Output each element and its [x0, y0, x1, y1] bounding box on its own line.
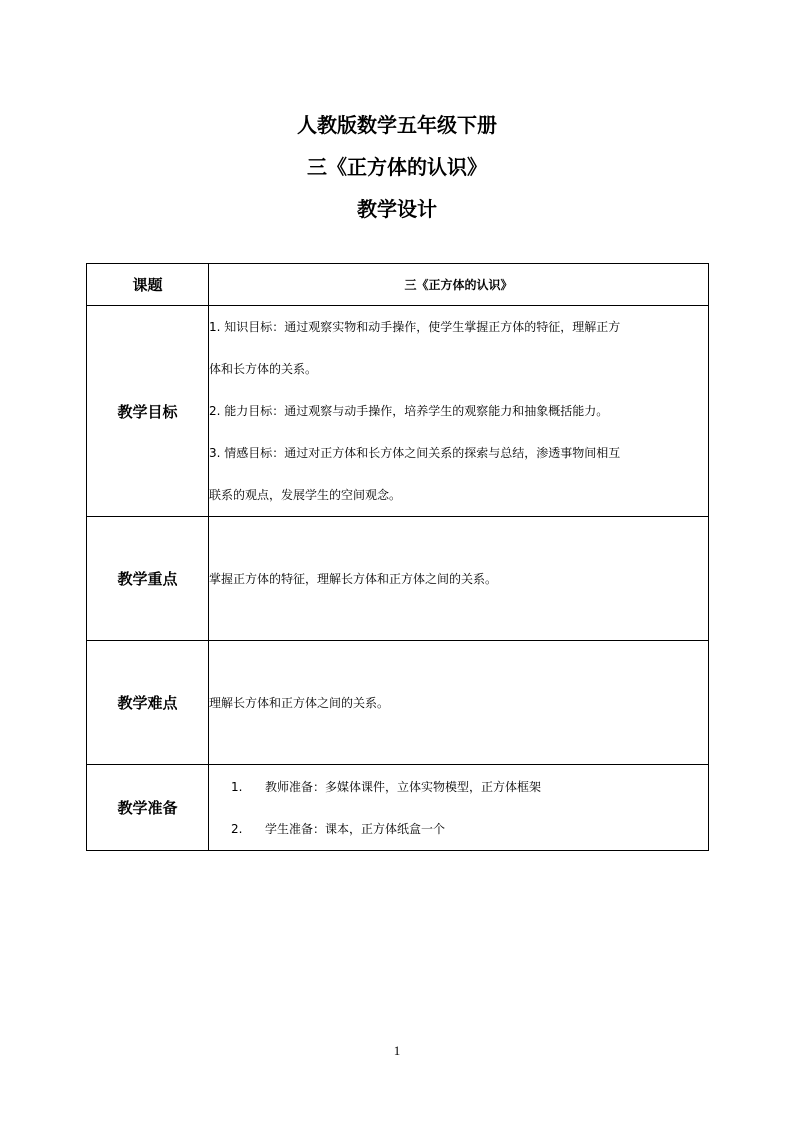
objective-line: 联系的观点，发展学生的空间观念。: [209, 488, 402, 502]
key-points-label: 教学重点: [87, 517, 209, 641]
document-subtitle: 教学设计: [357, 197, 437, 221]
document-header: [0, 104, 794, 230]
list-item-text: 教师准备：多媒体课件，立体实物模型，正方体框架: [265, 779, 542, 794]
lesson-title: 三《正方体的认识》: [307, 155, 487, 179]
objective-line: 2. 能力目标：通过观察与动手操作，培养学生的观察能力和抽象概括能力。: [209, 404, 609, 418]
objective-line: 1. 知识目标：通过观察实物和动手操作，使学生掌握正方体的特征，理解正方: [209, 320, 621, 334]
key-points-value: 掌握正方体的特征，理解长方体和正方体之间的关系。: [209, 517, 709, 641]
preparation-content: [209, 765, 709, 851]
list-item: [209, 766, 708, 808]
table-row-preparation: [87, 765, 709, 851]
list-item-number: 2.: [231, 821, 243, 836]
table-row-difficulties: [87, 641, 709, 765]
objective-line: 体和长方体的关系。: [209, 362, 318, 376]
list-item: [209, 808, 708, 850]
page-number: 1: [393, 1043, 401, 1058]
topic-label: 课题: [87, 264, 209, 306]
table-row-topic: [87, 264, 709, 306]
topic-value: 三《正方体的认识》: [209, 264, 709, 306]
table-row-objectives: [87, 306, 709, 517]
table-row-key-points: [87, 517, 709, 641]
list-item-number: 1.: [231, 779, 243, 794]
difficulties-label: 教学难点: [87, 641, 209, 765]
objectives-label: 教学目标: [87, 306, 209, 517]
lesson-plan-table: [86, 263, 709, 851]
objectives-content: [209, 306, 709, 517]
list-item-text: 学生准备：课本，正方体纸盒一个: [265, 821, 446, 836]
preparation-label: 教学准备: [87, 765, 209, 851]
document-title: 人教版数学五年级下册: [297, 113, 497, 137]
preparation-list: [209, 766, 708, 850]
difficulties-value: 理解长方体和正方体之间的关系。: [209, 641, 709, 765]
objective-line: 3. 情感目标：通过对正方体和长方体之间关系的探索与总结，渗透事物间相互: [209, 446, 621, 460]
